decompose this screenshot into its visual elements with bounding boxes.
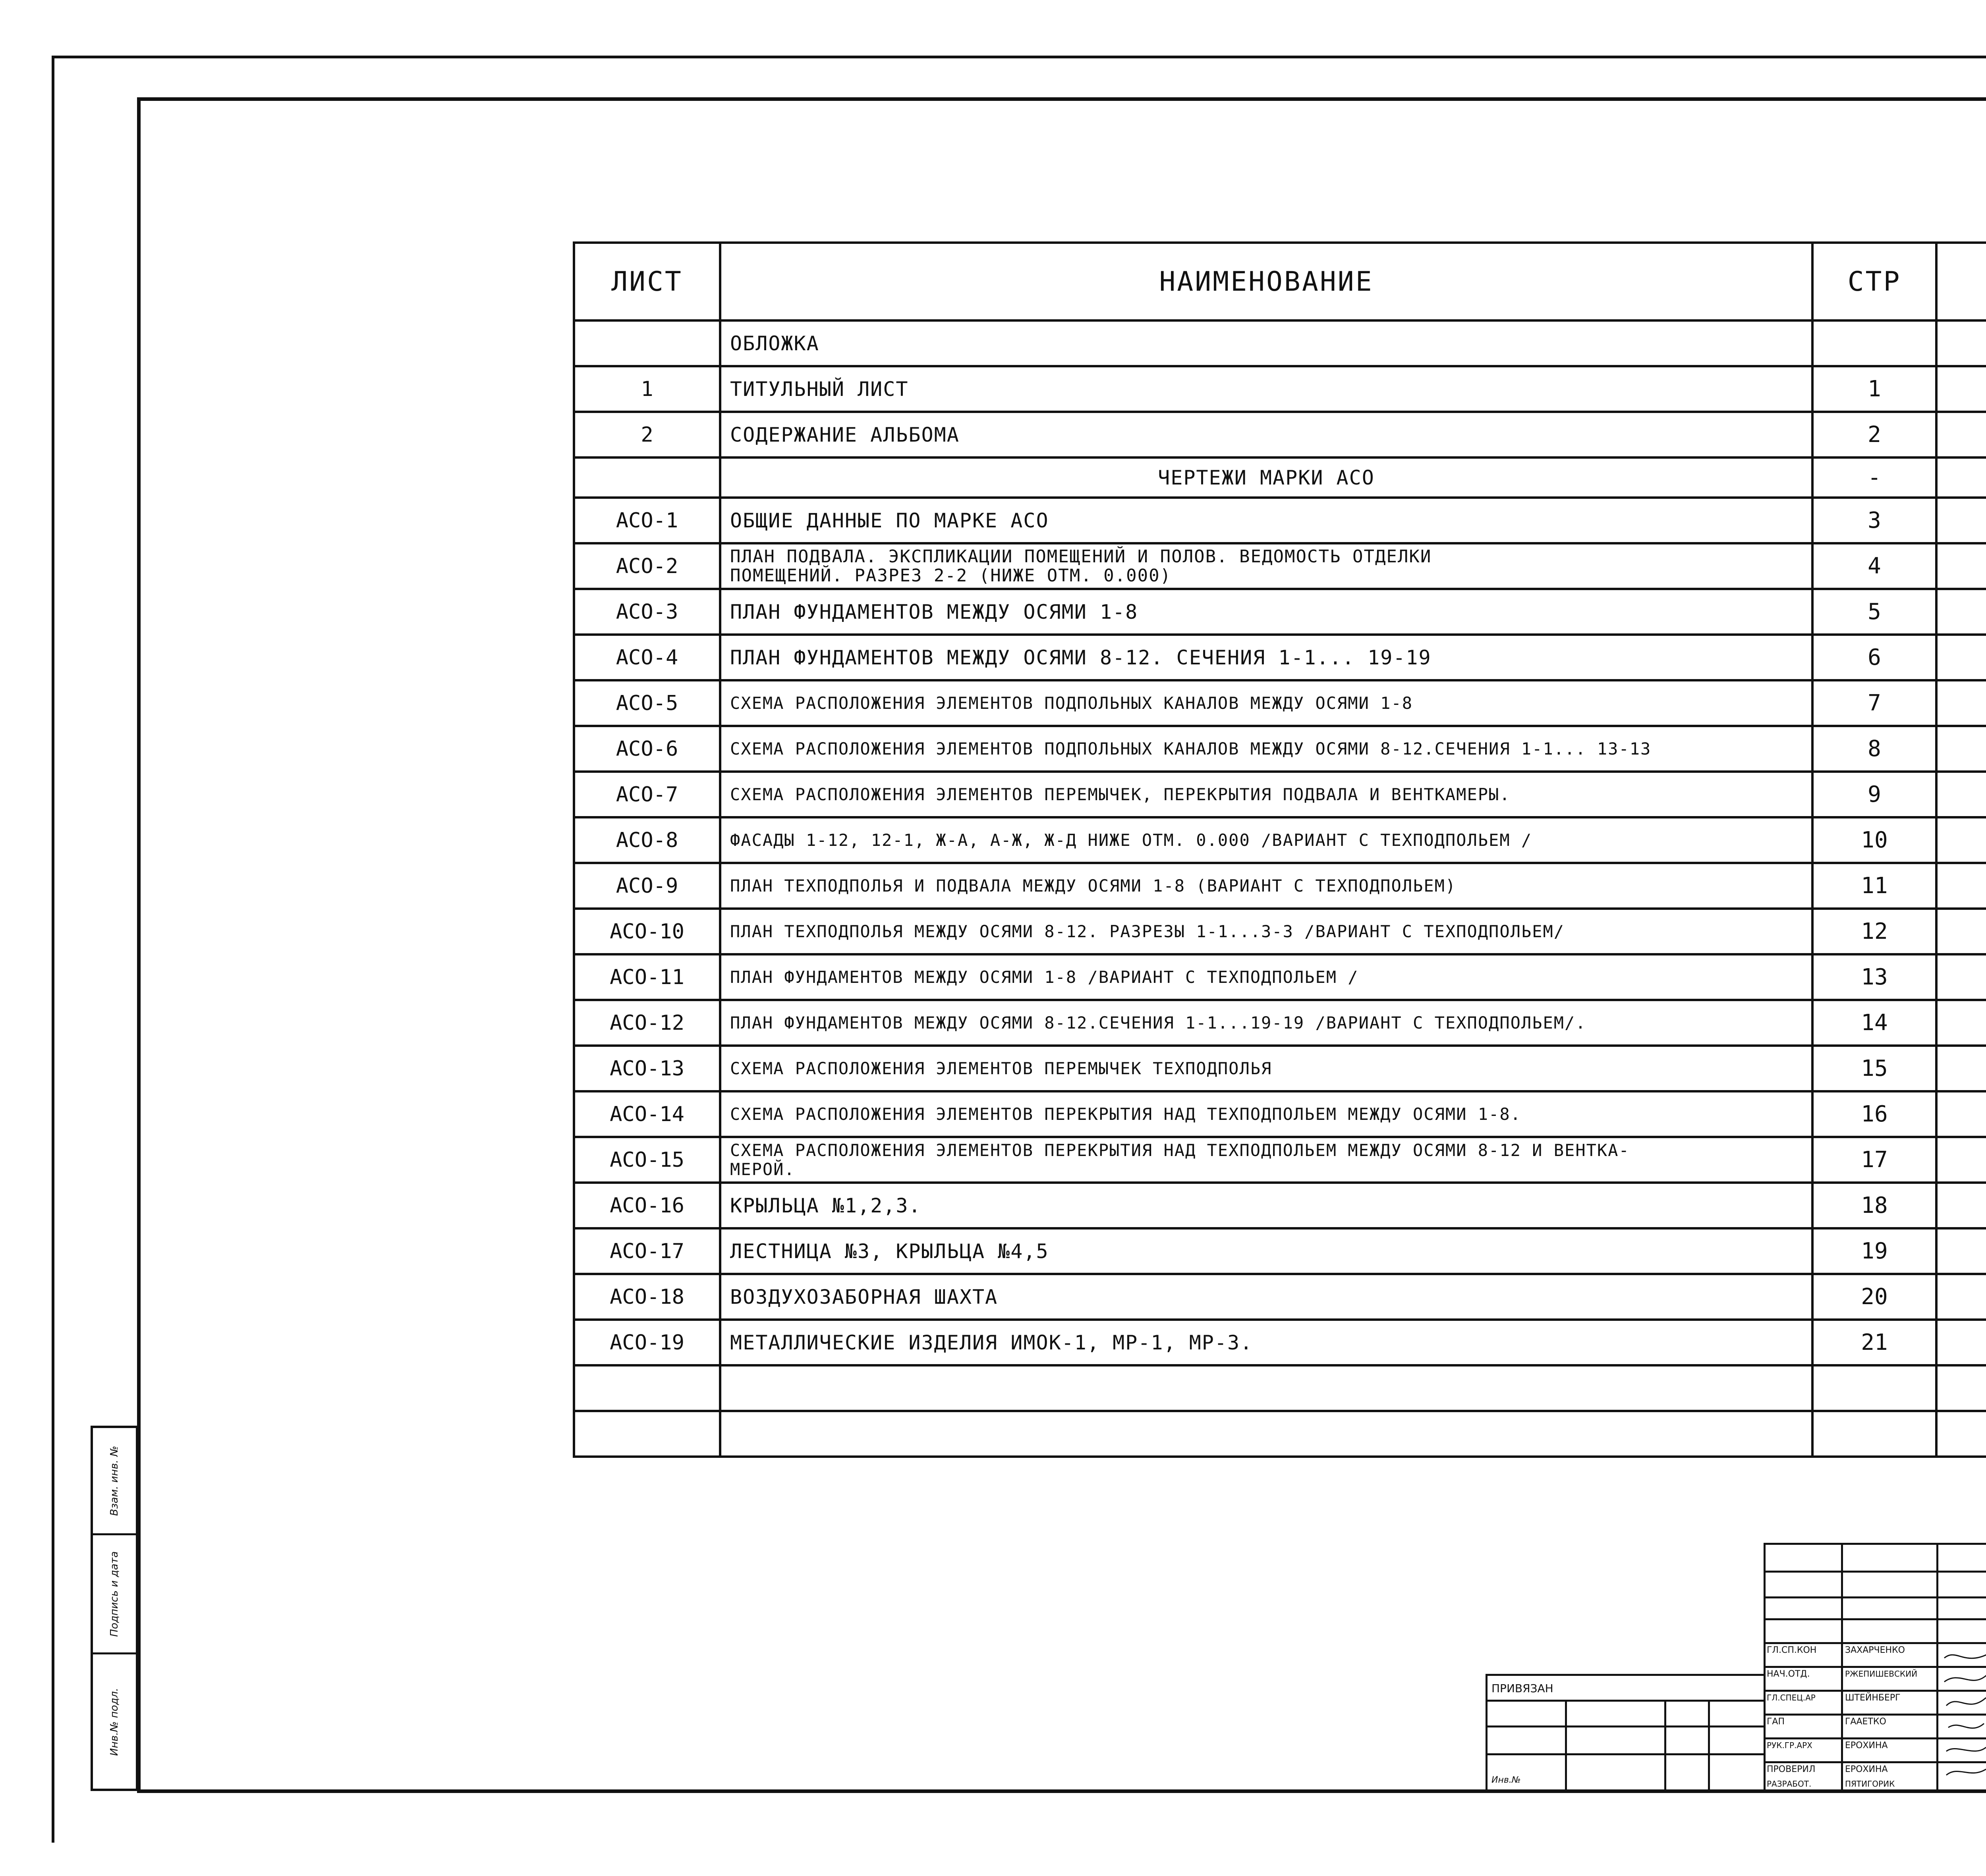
row-sheet: АСО-9	[574, 863, 720, 909]
table-row	[574, 589, 1986, 635]
row-name: ФАСАДЫ 1-12, 12-1, Ж-А, А-Ж, Ж-Д НИЖЕ ОТМ. 0.000 /ВАРИАНТ С ТЕХПОДПОЛЬЕМ /	[720, 817, 1812, 863]
row-note	[1936, 1320, 1986, 1365]
row-sheet: АСО-4	[574, 635, 720, 680]
staff-name: ПЯТИГОРИК	[1845, 1779, 1895, 1789]
row-sheet: АСО-12	[574, 1000, 720, 1046]
row-page	[1812, 1411, 1936, 1457]
staff-role: ГАП	[1767, 1717, 1785, 1727]
row-page: 9	[1812, 772, 1936, 817]
row-page: 6	[1812, 635, 1936, 680]
row-name: СХЕМА РАСПОЛОЖЕНИЯ ЭЛЕМЕНТОВ ПЕРЕМЫЧЕК, ПЕРЕКРЫТИЯ ПОДВАЛА И ВЕНТКАМЕРЫ.	[720, 772, 1812, 817]
row-name: КРЫЛЬЦА №1,2,3.	[720, 1183, 1812, 1228]
row-sheet: АСО-13	[574, 1046, 720, 1091]
table-row-empty	[574, 1365, 1986, 1411]
row-sheet: 2	[574, 412, 720, 457]
table-header-row	[574, 243, 1986, 320]
row-sheet: АСО-1	[574, 498, 720, 543]
table-row	[574, 1183, 1986, 1228]
row-name	[720, 1137, 1812, 1183]
row-name-line2: МЕРОЙ.	[730, 1159, 795, 1179]
row-name: ПЛАН ТЕХПОДПОЛЬЯ МЕЖДУ ОСЯМИ 8-12. РАЗРЕЗЫ 1-1...3-3 /ВАРИАНТ С ТЕХПОДПОЛЬЕМ/	[720, 909, 1812, 954]
row-name-line1: ПЛАН ПОДВАЛА. ЭКСПЛИКАЦИИ ПОМЕЩЕНИЙ И ПОЛОВ. ВЕДОМОСТЬ ОТДЕЛКИ	[730, 546, 1432, 567]
header-page: СТР	[1812, 243, 1936, 320]
table-row	[574, 954, 1986, 1000]
row-sheet: АСО-5	[574, 680, 720, 726]
table-row	[574, 366, 1986, 412]
table-section-row	[574, 457, 1986, 498]
table-row	[574, 1091, 1986, 1137]
row-name: ВОЗДУХОЗАБОРНАЯ ШАХТА	[720, 1274, 1812, 1320]
row-name: МЕТАЛЛИЧЕСКИЕ ИЗДЕЛИЯ ИМОК-1, МР-1, МР-3.	[720, 1320, 1812, 1365]
row-sheet	[574, 457, 720, 498]
title-block	[1486, 1543, 1986, 1793]
row-name: ОБЛОЖКА	[720, 320, 1812, 366]
header-sheet: ЛИСТ	[574, 243, 720, 320]
row-name-line1: СХЕМА РАСПОЛОЖЕНИЯ ЭЛЕМЕНТОВ ПЕРЕКРЫТИЯ НАД ТЕХПОДПОЛЬЕМ МЕЖДУ ОСЯМИ 8-12 И ВЕНТКА-	[730, 1140, 1630, 1160]
table-row	[574, 680, 1986, 726]
row-note	[1936, 1183, 1986, 1228]
row-sheet: АСО-18	[574, 1274, 720, 1320]
row-note	[1936, 954, 1986, 1000]
row-page: 18	[1812, 1183, 1936, 1228]
signatures-graphic	[1940, 1646, 1986, 1781]
staff-name: ЕРОХИНА	[1845, 1764, 1888, 1774]
row-name: ПЛАН ФУНДАМЕНТОВ МЕЖДУ ОСЯМИ 8-12. СЕЧЕНИЯ 1-1... 19-19	[720, 635, 1812, 680]
row-page: 14	[1812, 1000, 1936, 1046]
row-name	[720, 1411, 1812, 1457]
row-page: 8	[1812, 726, 1936, 772]
row-page: 12	[1812, 909, 1936, 954]
row-sheet	[574, 320, 720, 366]
row-note	[1936, 1274, 1986, 1320]
row-page: 7	[1812, 680, 1936, 726]
staff-name: ГААЕТКО	[1845, 1717, 1886, 1727]
row-note	[1936, 543, 1986, 589]
row-page: 21	[1812, 1320, 1936, 1365]
row-sheet: АСО-6	[574, 726, 720, 772]
row-sheet: АСО-16	[574, 1183, 720, 1228]
row-page: 3	[1812, 498, 1936, 543]
row-page: 5	[1812, 589, 1936, 635]
left-margin-stamp	[91, 1426, 138, 1791]
row-page: -	[1812, 457, 1936, 498]
row-sheet: АСО-14	[574, 1091, 720, 1137]
row-name: СОДЕРЖАНИЕ АЛЬБОМА	[720, 412, 1812, 457]
contents-table	[573, 241, 1986, 1458]
row-note	[1936, 366, 1986, 412]
table-row	[574, 498, 1986, 543]
row-page: 19	[1812, 1228, 1936, 1274]
row-name	[720, 543, 1812, 589]
row-page	[1812, 1365, 1936, 1411]
table-row-empty	[574, 1411, 1986, 1457]
row-page: 10	[1812, 817, 1936, 863]
row-name: СХЕМА РАСПОЛОЖЕНИЯ ЭЛЕМЕНТОВ ПЕРЕМЫЧЕК ТЕХПОДПОЛЬЯ	[720, 1046, 1812, 1091]
table-row	[574, 863, 1986, 909]
row-sheet: АСО-11	[574, 954, 720, 1000]
row-page: 2	[1812, 412, 1936, 457]
row-name: СХЕМА РАСПОЛОЖЕНИЯ ЭЛЕМЕНТОВ ПЕРЕКРЫТИЯ НАД ТЕХПОДПОЛЬЕМ МЕЖДУ ОСЯМИ 1-8.	[720, 1091, 1812, 1137]
table-row	[574, 772, 1986, 817]
row-note	[1936, 1365, 1986, 1411]
row-note	[1936, 772, 1986, 817]
row-name: ПЛАН ФУНДАМЕНТОВ МЕЖДУ ОСЯМИ 1-8	[720, 589, 1812, 635]
inv-number-label: Инв.№	[1491, 1775, 1521, 1785]
table-row	[574, 909, 1986, 954]
table-row	[574, 320, 1986, 366]
row-name: ТИТУЛЬНЫЙ ЛИСТ	[720, 366, 1812, 412]
row-note	[1936, 498, 1986, 543]
row-name: ПЛАН ТЕХПОДПОЛЬЯ И ПОДВАЛА МЕЖДУ ОСЯМИ 1-8 (ВАРИАНТ С ТЕХПОДПОЛЬЕМ)	[720, 863, 1812, 909]
privyazan-label: ПРИВЯЗАН	[1491, 1682, 1553, 1695]
table-row	[574, 1046, 1986, 1091]
row-page: 1	[1812, 366, 1936, 412]
row-sheet: АСО-17	[574, 1228, 720, 1274]
section-title: ЧЕРТЕЖИ МАРКИ АСО	[720, 457, 1812, 498]
row-name: ПЛАН ФУНДАМЕНТОВ МЕЖДУ ОСЯМИ 1-8 /ВАРИАНТ С ТЕХПОДПОЛЬЕМ /	[720, 954, 1812, 1000]
table-row	[574, 1274, 1986, 1320]
row-page: 4	[1812, 543, 1936, 589]
staff-name: ЕРОХИНА	[1845, 1741, 1888, 1751]
staff-role: ГЛ.СПЕЦ.АР	[1767, 1693, 1816, 1702]
row-page: 20	[1812, 1274, 1936, 1320]
table-row	[574, 1228, 1986, 1274]
stamp-label: Взам. инв. №	[108, 1446, 120, 1516]
table-row	[574, 635, 1986, 680]
row-note	[1936, 589, 1986, 635]
table-row	[574, 543, 1986, 589]
stamp-label: Подпись и дата	[108, 1551, 120, 1637]
header-name: НАИМЕНОВАНИЕ	[720, 243, 1812, 320]
header-note	[1936, 243, 1986, 320]
staff-name: РЖЕПИШЕВСКИЙ	[1845, 1669, 1918, 1679]
stamp-label: Инв.№ подл.	[108, 1688, 120, 1756]
row-note	[1936, 909, 1986, 954]
row-sheet	[574, 1365, 720, 1411]
staff-role: РАЗРАБОТ.	[1767, 1779, 1812, 1789]
staff-role: НАЧ.ОТД.	[1767, 1669, 1810, 1679]
table-row	[574, 412, 1986, 457]
table-row	[574, 726, 1986, 772]
stamp-cell-replaced-inv	[93, 1428, 136, 1535]
staff-role: РУК.ГР.АРХ	[1767, 1741, 1812, 1750]
row-page: 13	[1812, 954, 1936, 1000]
row-sheet: АСО-10	[574, 909, 720, 954]
row-page	[1812, 320, 1936, 366]
row-note	[1936, 680, 1986, 726]
row-page: 17	[1812, 1137, 1936, 1183]
row-note	[1936, 863, 1986, 909]
staff-role: ГЛ.СП.КОН	[1767, 1645, 1817, 1655]
row-note	[1936, 817, 1986, 863]
row-page: 16	[1812, 1091, 1936, 1137]
row-page: 11	[1812, 863, 1936, 909]
row-note	[1936, 457, 1986, 498]
table-row	[574, 1000, 1986, 1046]
row-sheet: АСО-19	[574, 1320, 720, 1365]
stamp-cell-original-inv	[93, 1654, 136, 1789]
row-name-line2: ПОМЕЩЕНИЙ. РАЗРЕЗ 2-2 (НИЖЕ ОТМ. 0.000)	[730, 565, 1172, 586]
table-row	[574, 817, 1986, 863]
row-sheet: 1	[574, 366, 720, 412]
row-name	[720, 1365, 1812, 1411]
row-note	[1936, 1137, 1986, 1183]
row-note	[1936, 1046, 1986, 1091]
row-note	[1936, 412, 1986, 457]
row-name: СХЕМА РАСПОЛОЖЕНИЯ ЭЛЕМЕНТОВ ПОДПОЛЬНЫХ КАНАЛОВ МЕЖДУ ОСЯМИ 8-12.СЕЧЕНИЯ 1-1... 13-13	[720, 726, 1812, 772]
staff-name: ШТЕЙНБЕРГ	[1845, 1693, 1901, 1703]
row-sheet	[574, 1411, 720, 1457]
row-page: 15	[1812, 1046, 1936, 1091]
row-note	[1936, 320, 1986, 366]
row-note	[1936, 726, 1986, 772]
row-sheet: АСО-7	[574, 772, 720, 817]
staff-role: ПРОВЕРИЛ	[1767, 1764, 1816, 1774]
row-note	[1936, 1228, 1986, 1274]
row-name: ПЛАН ФУНДАМЕНТОВ МЕЖДУ ОСЯМИ 8-12.СЕЧЕНИЯ 1-1...19-19 /ВАРИАНТ С ТЕХПОДПОЛЬЕМ/.	[720, 1000, 1812, 1046]
row-note	[1936, 1091, 1986, 1137]
staff-name: ЗАХАРЧЕНКО	[1845, 1645, 1905, 1655]
row-name: ЛЕСТНИЦА №3, КРЫЛЬЦА №4,5	[720, 1228, 1812, 1274]
row-name: СХЕМА РАСПОЛОЖЕНИЯ ЭЛЕМЕНТОВ ПОДПОЛЬНЫХ КАНАЛОВ МЕЖДУ ОСЯМИ 1-8	[720, 680, 1812, 726]
table-row	[574, 1320, 1986, 1365]
row-sheet: АСО-15	[574, 1137, 720, 1183]
table-row	[574, 1137, 1986, 1183]
row-note	[1936, 1411, 1986, 1457]
stamp-cell-signature-date	[93, 1535, 136, 1654]
row-sheet: АСО-8	[574, 817, 720, 863]
row-sheet: АСО-2	[574, 543, 720, 589]
row-sheet: АСО-3	[574, 589, 720, 635]
row-note	[1936, 635, 1986, 680]
row-note	[1936, 1000, 1986, 1046]
row-name: ОБЩИЕ ДАННЫЕ ПО МАРКЕ АСО	[720, 498, 1812, 543]
